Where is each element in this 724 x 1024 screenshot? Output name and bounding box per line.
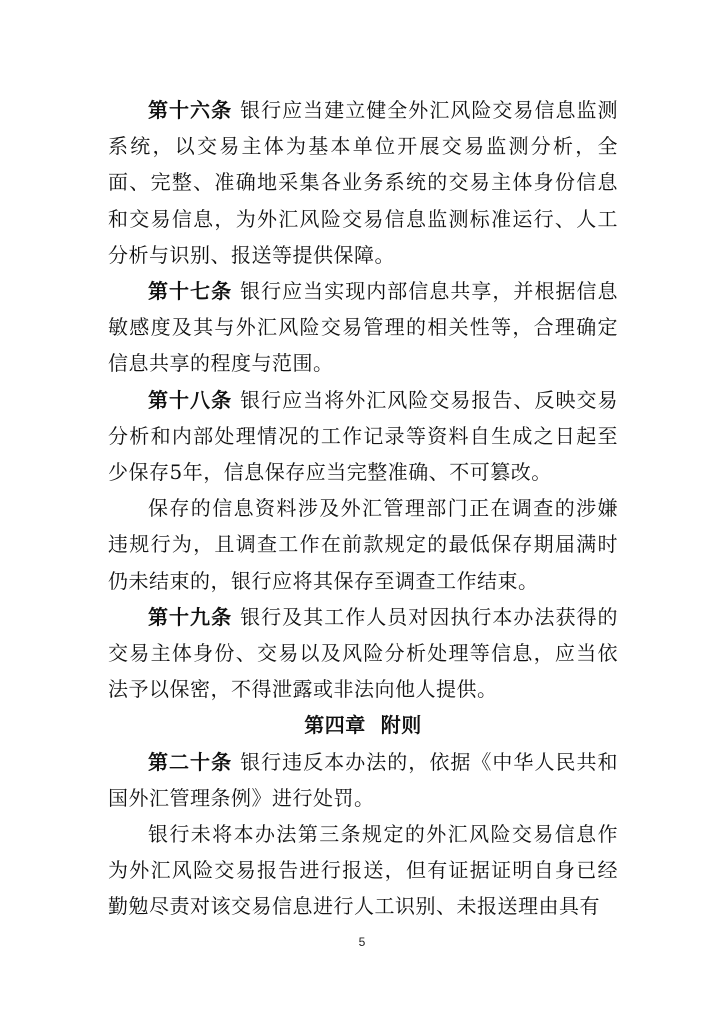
article-20-number: 第二十条 [148,749,233,774]
article-18-continuation-paragraph [108,490,618,599]
article-16-paragraph [108,92,618,273]
article-17-text: 银行应当实现内部信息共享，并根据信息敏感度及其与外汇风险交易管理的相关性等，合理确定信息共享的程度与范围。 [108,279,619,376]
article-19-text: 银行及其工作人员对因执行本办法获得的交易主体身份、交易以及风险分析处理等信息，应当依法予以保密，不得泄露或非法向他人提供。 [108,604,619,702]
article-18-number: 第十八条 [148,387,233,412]
document-body [108,92,618,925]
chapter-heading: 第四章 附则 [304,713,422,738]
article-18-continuation-text: 保存的信息资料涉及外汇管理部门正在调查的涉嫌违规行为，且调查工作在前款规定的最低保存期届满时仍未结束的，银行应将其保存至调查工作结束。 [108,496,618,593]
article-17-paragraph [108,273,618,382]
article-20-paragraph [108,744,618,816]
article-16-number: 第十六条 [148,98,233,122]
article-19-paragraph [108,599,618,708]
article-18-paragraph [108,382,618,491]
page-number: 5 [358,935,366,949]
article-16-text: 银行应当建立健全外汇风险交易信息监测系统，以交易主体为基本单位开展交易监测分析，全面、完整、准确地采集各业务系统的交易主体身份信息和交易信息，为外汇风险交易信息监测标准运行、人工分析与识别、报送等提供保障。 [108,98,619,267]
article-20-text: 银行违反本办法的，依据《中华人民共和国外汇管理条例》进行处罚。 [108,749,619,810]
article-19-number: 第十九条 [148,604,233,629]
article-20-continuation-text: 银行未将本办法第三条规定的外汇风险交易信息作为外汇风险交易报告进行报送，但有证据证明自身已经勤勉尽责对该交易信息进行人工识别、未报送理由具有 [108,822,618,919]
article-20-continuation-paragraph [108,816,618,925]
article-18-text: 银行应当将外汇风险交易报告、反映交易分析和内部处理情况的工作记录等资料自生成之日起至少保存5年，信息保存应当完整准确、不可篡改。 [108,387,619,485]
article-17-number: 第十七条 [148,279,233,304]
